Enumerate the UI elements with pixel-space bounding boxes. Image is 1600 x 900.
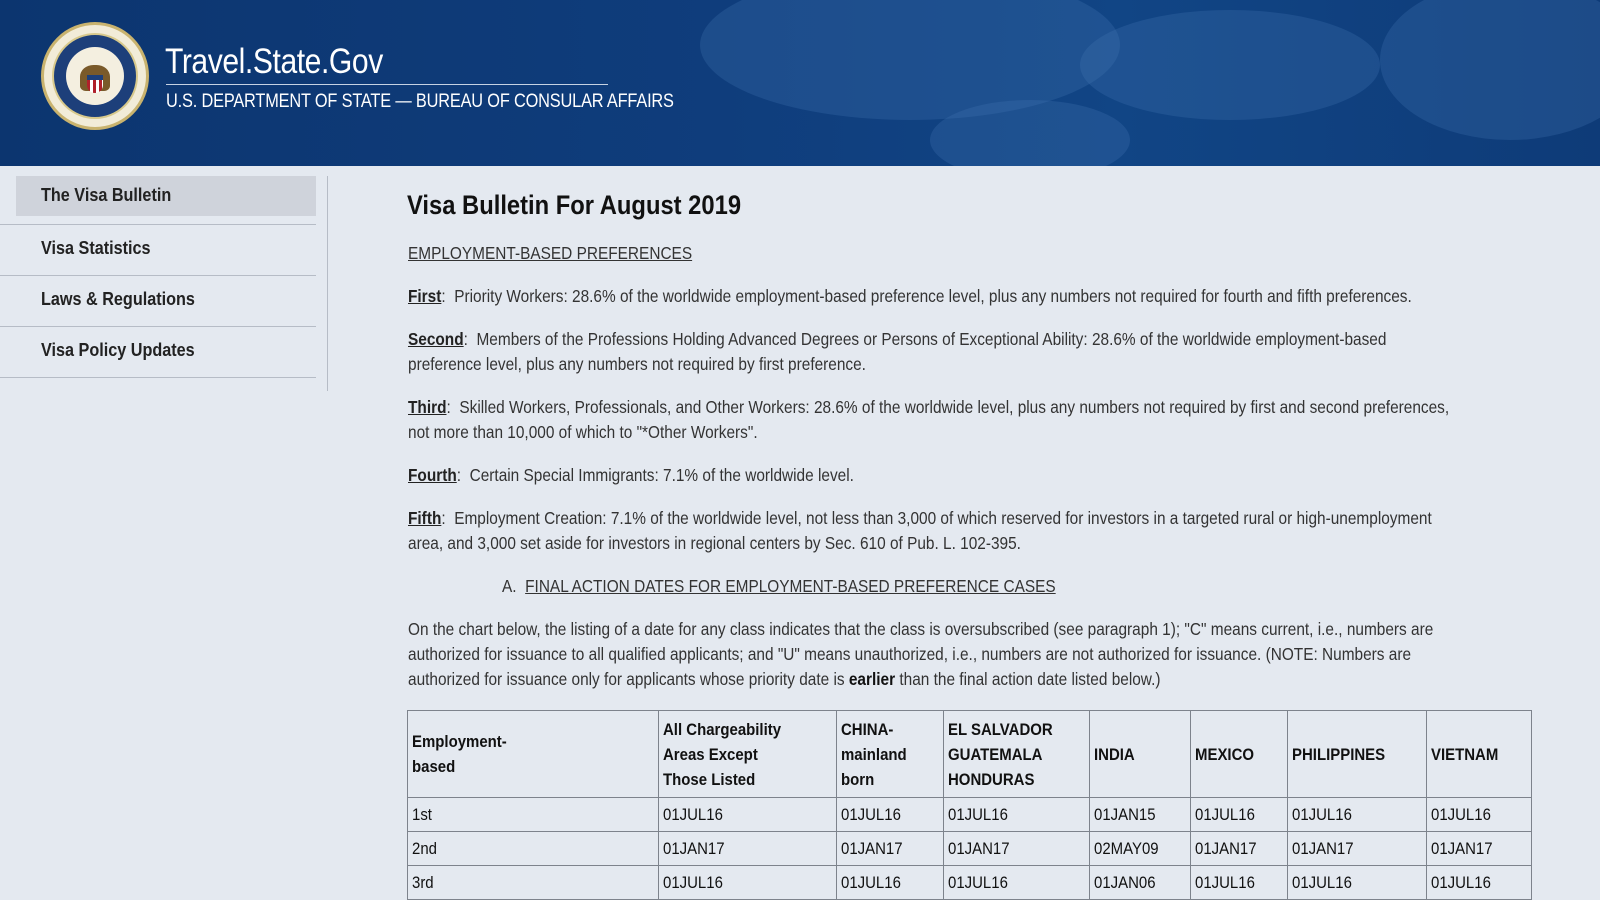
section-heading-employment-preferences: EMPLOYMENT-BASED PREFERENCES bbox=[408, 243, 693, 263]
table-cell: 01JAN17 bbox=[1191, 832, 1288, 866]
table-cell: 3rd bbox=[408, 866, 659, 900]
table-cell: 01JAN17 bbox=[944, 832, 1090, 866]
final-action-dates-table bbox=[407, 710, 1532, 900]
column-header: MEXICO bbox=[1191, 711, 1288, 798]
preference-text: not more than 10,000 of which to "*Other Workers". bbox=[408, 422, 758, 442]
sidebar-item-visa-statistics[interactable] bbox=[0, 225, 316, 276]
preference-second: Second: Members of the Professions Holding Advanced Degrees or Persons of Exceptional Ability: 28.6% of the worldwide employment-based bbox=[408, 329, 1387, 349]
department-of-state-seal-icon[interactable] bbox=[41, 22, 149, 130]
preference-text: preference level, plus any numbers not required by first preference. bbox=[408, 354, 866, 374]
table-cell: 01JAN15 bbox=[1090, 798, 1191, 832]
preference-fifth: Fifth: Employment Creation: 7.1% of the worldwide level, not less than 3,000 of which reserved for investors in a targeted rural or high-unemployment bbox=[408, 508, 1432, 528]
column-header: VIETNAM bbox=[1427, 711, 1532, 798]
preference-text: Employment Creation: 7.1% of the worldwide level, not less than 3,000 of which reserved for investors in a targeted rural or high-unemployment bbox=[454, 508, 1432, 528]
intro-paragraph-line: On the chart below, the listing of a date for any class indicates that the class is oversubscribed (see paragraph 1); "C" means current, i.e., numbers are bbox=[408, 619, 1434, 639]
table-row bbox=[408, 798, 1532, 832]
site-title[interactable]: Travel.State.Gov bbox=[165, 42, 383, 81]
column-header: INDIA bbox=[1090, 711, 1191, 798]
sidebar-vertical-divider bbox=[327, 176, 328, 391]
sidebar-item-label: Visa Policy Updates bbox=[41, 340, 195, 360]
site-header bbox=[0, 0, 1600, 166]
preference-label: First bbox=[408, 286, 442, 306]
table-cell: 01JUL16 bbox=[1191, 798, 1288, 832]
sidebar-divider bbox=[0, 216, 316, 225]
table-cell: 01JAN17 bbox=[837, 832, 944, 866]
column-header: All Chargeability Areas Except Those Listed bbox=[659, 711, 837, 798]
table-cell: 01JAN06 bbox=[1090, 866, 1191, 900]
subsection-prefix: A. bbox=[502, 576, 517, 596]
subsection-heading-final-action-dates: FINAL ACTION DATES FOR EMPLOYMENT-BASED PREFERENCE CASES bbox=[525, 576, 1056, 596]
sidebar-item-laws-regulations[interactable] bbox=[0, 276, 316, 327]
table-cell: 01JAN17 bbox=[1288, 832, 1427, 866]
table-row bbox=[408, 866, 1532, 900]
table-cell: 01JAN17 bbox=[1427, 832, 1532, 866]
intro-text: than the final action date listed below.) bbox=[895, 669, 1161, 689]
sidebar-nav bbox=[0, 176, 330, 378]
preference-first: First: Priority Workers: 28.6% of the worldwide employment-based preference level, plus any numbers not required for fourth and fifth preferences. bbox=[408, 286, 1412, 306]
table-header-row bbox=[408, 711, 1532, 798]
preference-label: Third bbox=[408, 397, 447, 417]
world-map-background bbox=[1080, 10, 1380, 120]
title-divider bbox=[166, 84, 608, 85]
table-cell: 01JAN17 bbox=[659, 832, 837, 866]
table-cell: 01JUL16 bbox=[659, 798, 837, 832]
sidebar-item-label: The Visa Bulletin bbox=[41, 185, 172, 205]
preference-label: Fifth bbox=[408, 508, 442, 528]
preference-third: Third: Skilled Workers, Professionals, and Other Workers: 28.6% of the worldwide level, plus any numbers not required by first and second preferences, bbox=[408, 397, 1450, 417]
intro-text: authorized for issuance only for applicants whose priority date is bbox=[408, 669, 849, 689]
table-cell: 01JUL16 bbox=[944, 866, 1090, 900]
table-cell: 2nd bbox=[408, 832, 659, 866]
table-cell: 01JUL16 bbox=[1288, 798, 1427, 832]
shield-icon bbox=[87, 75, 103, 93]
preference-fourth: Fourth: Certain Special Immigrants: 7.1% of the worldwide level. bbox=[408, 465, 854, 485]
preference-text: Certain Special Immigrants: 7.1% of the worldwide level. bbox=[469, 465, 854, 485]
world-map-background bbox=[1380, 0, 1600, 140]
table-cell: 01JUL16 bbox=[1288, 866, 1427, 900]
sidebar-item-label: Laws & Regulations bbox=[41, 289, 195, 309]
preference-label: Second bbox=[408, 329, 464, 349]
intro-paragraph-line: authorized for issuance to all qualified applicants; and "U" means unauthorized, i.e., numbers are not authorized for issuance. (NOTE: Numbers are bbox=[408, 644, 1412, 664]
table-cell: 1st bbox=[408, 798, 659, 832]
table-cell: 01JUL16 bbox=[944, 798, 1090, 832]
sidebar-item-label: Visa Statistics bbox=[41, 238, 151, 258]
sidebar-item-visa-policy-updates[interactable] bbox=[0, 327, 316, 378]
table-cell: 02MAY09 bbox=[1090, 832, 1191, 866]
table-cell: 01JUL16 bbox=[837, 798, 944, 832]
table-row bbox=[408, 832, 1532, 866]
table-cell: 01JUL16 bbox=[1427, 798, 1532, 832]
column-header: Employment- based bbox=[408, 711, 659, 798]
site-subtitle: U.S. DEPARTMENT OF STATE — BUREAU OF CONSULAR AFFAIRS bbox=[166, 91, 674, 112]
page-title: Visa Bulletin For August 2019 bbox=[407, 190, 742, 220]
table-cell: 01JUL16 bbox=[1191, 866, 1288, 900]
main-content bbox=[407, 190, 1532, 221]
table-cell: 01JUL16 bbox=[837, 866, 944, 900]
preference-text: Priority Workers: 28.6% of the worldwide employment-based preference level, plus any numbers not required for fourth and fifth preferences. bbox=[454, 286, 1412, 306]
table-cell: 01JUL16 bbox=[1427, 866, 1532, 900]
preference-text: Members of the Professions Holding Advanced Degrees or Persons of Exceptional Ability: 28.6% of the worldwide employment-based bbox=[476, 329, 1387, 349]
intro-paragraph-line bbox=[408, 669, 1160, 690]
preference-text: area, and 3,000 set aside for investors in regional centers by Sec. 610 of Pub. L. 102-395. bbox=[408, 533, 1021, 553]
subsection-heading bbox=[502, 576, 1056, 597]
column-header: CHINA- mainland born bbox=[837, 711, 944, 798]
preference-label: Fourth bbox=[408, 465, 457, 485]
intro-emphasis: earlier bbox=[848, 669, 896, 689]
preference-text: Skilled Workers, Professionals, and Other Workers: 28.6% of the worldwide level, plus any numbers not required by first and second preferences, bbox=[459, 397, 1450, 417]
column-header: PHILIPPINES bbox=[1288, 711, 1427, 798]
table-cell: 01JUL16 bbox=[659, 866, 837, 900]
sidebar-item-visa-bulletin[interactable] bbox=[16, 176, 316, 216]
column-header: EL SALVADOR GUATEMALA HONDURAS bbox=[944, 711, 1090, 798]
